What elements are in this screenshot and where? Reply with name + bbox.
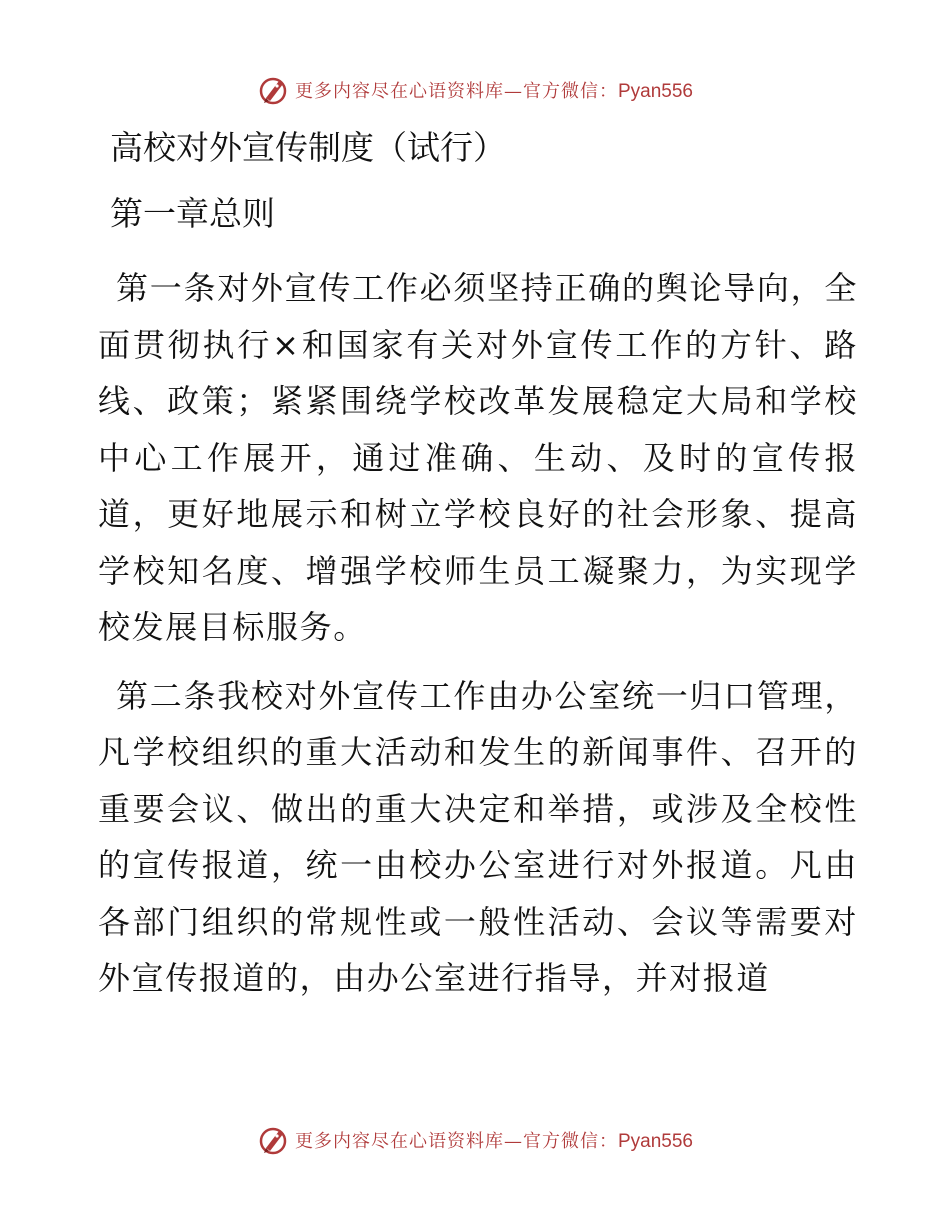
document-title: 高校对外宣传制度（试行）: [110, 128, 506, 167]
chapter-heading: 第一章总则: [110, 194, 275, 233]
watermark-text: 更多内容尽在心语资料库—官方微信：Pyan556: [294, 81, 693, 102]
footer-watermark: [0, 1122, 950, 1158]
article-paragraph: 第一条对外宣传工作必须坚持正确的舆论导向，全面贯彻执行×和国家有关对外宣传工作的方针、路线、政策；紧紧围绕学校改革发展稳定大局和学校中心工作展开，通过准确、生动、及时的宣传报道，更好地展示和树立学校良好的社会形象、提高学校知名度、增强学校师生员工凝聚力，为实现学校发展目标服务。: [98, 269, 858, 646]
header-watermark: [0, 72, 950, 108]
pen-nib-logo-icon: [257, 74, 289, 106]
pen-nib-logo-icon: [257, 1124, 289, 1156]
article-paragraph: 第二条我校对外宣传工作由办公室统一归口管理，凡学校组织的重大活动和发生的新闻事件、召开的重要会议、做出的重大决定和举措，或涉及全校性的宣传报道，统一由校办公室进行对外报道。凡由各部门组织的常规性或一般性活动、会议等需要对外宣传报道的，由办公室进行指导，并对报道: [98, 676, 858, 997]
watermark-text: 更多内容尽在心语资料库—官方微信：Pyan556: [294, 1131, 693, 1152]
document-body: [98, 122, 858, 1019]
